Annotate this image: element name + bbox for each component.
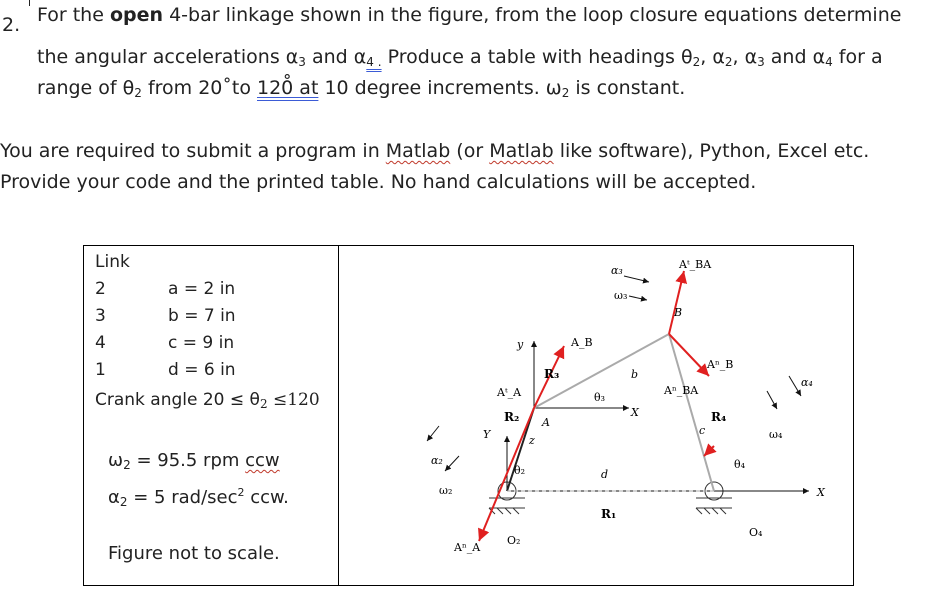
label-theta3: θ₃ [594, 391, 606, 404]
alpha3-arrow [624, 276, 649, 282]
label-point-a: A [542, 416, 550, 429]
link-data-cell [84, 246, 339, 586]
label-alpha3: α₃ [611, 264, 623, 277]
question-line-2: the angular accelerations $\alpha_3$ and $\alpha_{4 .}$ Produce a table with headings $\theta_2$, $\alpha_2$, $\alpha_3$ and $\alpha_4$ for a [37, 46, 883, 69]
label-alpha4: α₄ [801, 376, 813, 389]
label-z: z [529, 434, 535, 447]
crank-angle-range: Crank angle $20 \le \theta_2 \le 120$ [95, 390, 320, 411]
spell-flag-matlab-2: Matlab [489, 140, 554, 162]
label-b: b [631, 368, 639, 381]
linkage-table [83, 245, 854, 586]
link-id-3: 3 [95, 306, 106, 326]
label-y: y [517, 338, 524, 351]
question-line-1: For the open 4-bar linkage shown in the figure, from the loop closure equations determine [37, 0, 901, 30]
label-point-b: B [674, 306, 683, 319]
label-an-b: Aⁿ_B [707, 358, 734, 371]
label-o4: O₄ [749, 526, 763, 539]
label-o2: O₂ [507, 534, 521, 547]
label-omega3: ω₃ [614, 289, 628, 302]
label-r1: R₁ [601, 507, 617, 521]
text-cursor [29, 0, 30, 6]
label-theta2: θ₂ [514, 464, 526, 477]
label-r4: R₄ [711, 410, 727, 424]
requirement-line-1: You are required to submit a program in Matlab (or Matlab like software), Python, Excel etc. [0, 140, 870, 162]
label-theta4: θ₄ [734, 458, 746, 471]
label-r3: R₃ [544, 367, 560, 381]
label-an-a: Aⁿ_A [454, 541, 481, 554]
question-line-3: range of $\theta_2$ from 20˚to 120̊ at 10 degree increments. $\omega_2$ is constant. [37, 77, 686, 100]
alpha2-value: $\alpha_2 = 5$ rad/$\sec^2$ ccw. [108, 486, 289, 509]
link-id-1: 1 [95, 360, 106, 380]
label-x: X [631, 406, 639, 419]
omega4-arrow [767, 391, 777, 409]
vector-at-ba [669, 271, 684, 334]
ground-pivot-o4 [696, 482, 732, 514]
label-r2: R₂ [504, 410, 520, 424]
omega2-arrow [445, 456, 459, 471]
label-d: d [601, 468, 609, 481]
alpha2-arrow [427, 426, 439, 441]
requirement-line-2: Provide your code and the printed table. No hand calculations will be accepted. [0, 171, 757, 193]
link-header: Link [95, 252, 130, 272]
label-omega2: ω₂ [439, 484, 453, 497]
label-a-b: A_B [571, 336, 593, 349]
label-ground-y: Y [483, 428, 491, 441]
omega3-arrow [629, 296, 647, 300]
link-length-d: d = 6 in [168, 360, 236, 380]
question-number: 2. [2, 14, 21, 36]
link-length-b: b = 7 in [168, 306, 236, 326]
link-id-4: 4 [95, 333, 106, 353]
link-id-2: 2 [95, 279, 106, 299]
spell-flag-matlab: Matlab [385, 140, 451, 162]
vector-an-b4 [704, 446, 714, 456]
fourbar-diagram [339, 246, 853, 581]
label-at-a: Aᵗ_A [497, 386, 522, 399]
figure-note: Figure not to scale. [108, 543, 280, 564]
link-length-a: a = 2 in [168, 279, 236, 299]
omega2-value: $\omega_2 = 95.5$ rpm ccw [108, 450, 280, 472]
open-bold: open [109, 4, 164, 26]
label-alpha2: α₂ [431, 454, 443, 467]
label-ground-x: X [817, 486, 825, 499]
label-at-ba: Aᵗ_BA [679, 258, 712, 271]
label-c: c [699, 424, 706, 437]
link-length-c: c = 9 in [168, 333, 235, 353]
label-an-ba: Aⁿ_BA [664, 384, 699, 397]
figure-cell [339, 246, 854, 586]
alpha4-arrow [789, 376, 801, 396]
label-omega4: ω₄ [769, 428, 783, 441]
